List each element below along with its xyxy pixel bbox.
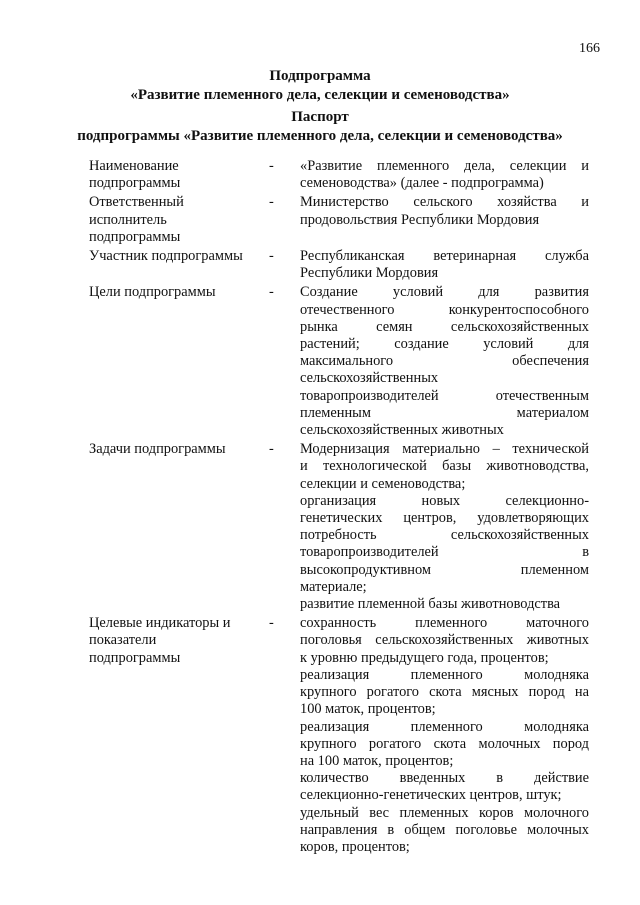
row-value-line: селекционно-генетических центров, штук; bbox=[300, 787, 562, 804]
row-label-line: Ответственный bbox=[89, 194, 184, 211]
row-value-line: количество введенных в действие bbox=[300, 770, 589, 787]
row-label-line: Наименование bbox=[89, 158, 179, 174]
row-value-line: товаропроизводителей в bbox=[300, 544, 589, 561]
row-value-line: поголовья сельскохозяйственных животных bbox=[300, 632, 589, 649]
row-value bbox=[300, 194, 589, 248]
passport-row bbox=[89, 194, 589, 248]
row-value-line: товаропроизводителей отечественным bbox=[300, 387, 589, 404]
row-value-line: племенным материалом bbox=[300, 404, 589, 421]
row-value-line: крупного рогатого скота молочных пород bbox=[300, 735, 589, 752]
row-value-line: Республики Мордовия bbox=[300, 265, 439, 282]
row-label bbox=[89, 248, 267, 284]
row-dash: - bbox=[269, 441, 274, 458]
row-value-line: отечественного конкурентоспособного bbox=[300, 301, 589, 318]
row-value-line: удельный вес племенных коров молочного bbox=[300, 804, 589, 821]
row-value-line: рынка семян сельскохозяйственных bbox=[300, 318, 589, 335]
row-dash: - bbox=[269, 615, 274, 632]
row-value-line: крупного рогатого скота мясных пород на bbox=[300, 684, 589, 701]
row-value-line: селекции и семеноводства; bbox=[300, 475, 466, 492]
row-value-line: сохранность племенного маточного bbox=[300, 615, 589, 632]
subprogram-title: «Развитие племенного дела, селекции и семеноводства» bbox=[130, 87, 510, 103]
page-number: 166 bbox=[579, 41, 600, 56]
row-value-line: «Развитие племенного дела, селекции и bbox=[300, 158, 589, 174]
passport-row bbox=[89, 248, 589, 284]
passport-row bbox=[89, 615, 589, 858]
row-value-line: семеноводства» (далее - подпрограмма) bbox=[300, 175, 544, 192]
row-label bbox=[89, 194, 267, 248]
row-label-line: Целевые индикаторы и bbox=[89, 615, 231, 632]
row-dash: - bbox=[269, 194, 274, 211]
passport-subtitle: подпрограммы «Развитие племенного дела, селекции и семеноводства» bbox=[77, 128, 563, 144]
row-label bbox=[89, 284, 267, 441]
subprogram-heading: Подпрограмма bbox=[269, 68, 371, 84]
row-value-line: реализация племенного молодняка bbox=[300, 718, 589, 735]
row-value bbox=[300, 441, 589, 615]
row-label-line: показатели bbox=[89, 632, 157, 649]
passport-row bbox=[89, 441, 589, 615]
row-value-line: к уровню предыдущего года, процентов; bbox=[300, 649, 549, 666]
row-label bbox=[89, 615, 267, 858]
row-value-line: материале; bbox=[300, 578, 367, 595]
row-value-line: организация новых селекционно- bbox=[300, 492, 589, 509]
row-value-line: направления в общем поголовье молочных bbox=[300, 821, 589, 838]
row-value-line: сельскохозяйственных животных bbox=[300, 422, 504, 439]
row-value-line: реализация племенного молодняка bbox=[300, 666, 589, 683]
row-value-line: генетических центров, удовлетворяющих bbox=[300, 510, 589, 527]
row-value-line: растений; создание условий для bbox=[300, 336, 589, 353]
row-value-line: Создание условий для развития bbox=[300, 284, 589, 301]
row-value-line: потребность сельскохозяйственных bbox=[300, 527, 589, 544]
row-value-line: на 100 маток, процентов; bbox=[300, 752, 454, 769]
row-label-line: Участник подпрограммы bbox=[89, 248, 243, 265]
row-label-line: подпрограммы bbox=[89, 649, 181, 666]
row-value-line: максимального обеспечения bbox=[300, 353, 589, 370]
row-value bbox=[300, 615, 589, 858]
row-value bbox=[300, 284, 589, 441]
row-label-line: подпрограммы bbox=[89, 175, 181, 192]
row-label-line: Цели подпрограммы bbox=[89, 284, 216, 301]
row-label-line: Задачи подпрограммы bbox=[89, 441, 226, 458]
row-label bbox=[89, 158, 267, 194]
row-value-line: Министерство сельского хозяйства и bbox=[300, 194, 589, 211]
row-value-line: Модернизация материально – технической bbox=[300, 441, 589, 458]
row-value-line: продовольствия Республики Мордовия bbox=[300, 211, 540, 228]
row-value-line: коров, процентов; bbox=[300, 838, 410, 855]
row-value-line: сельскохозяйственных bbox=[300, 370, 439, 387]
row-label-line: подпрограммы bbox=[89, 228, 181, 245]
passport-row bbox=[89, 158, 589, 194]
row-dash: - bbox=[269, 158, 274, 174]
passport-heading: Паспорт bbox=[291, 109, 349, 125]
passport-table bbox=[89, 158, 589, 858]
passport-row bbox=[89, 284, 589, 441]
row-value-line: высокопродуктивном племенном bbox=[300, 561, 589, 578]
row-dash: - bbox=[269, 248, 274, 265]
row-dash: - bbox=[269, 284, 274, 301]
row-label bbox=[89, 441, 267, 615]
row-value-line: Республиканская ветеринарная служба bbox=[300, 248, 589, 265]
row-value-line: и технологической базы животноводства, bbox=[300, 458, 589, 475]
row-label-line: исполнитель bbox=[89, 211, 167, 228]
row-value bbox=[300, 248, 589, 284]
row-value bbox=[300, 158, 589, 194]
row-value-line: развитие племенной базы животноводства bbox=[300, 596, 561, 613]
row-value-line: 100 маток, процентов; bbox=[300, 701, 436, 718]
